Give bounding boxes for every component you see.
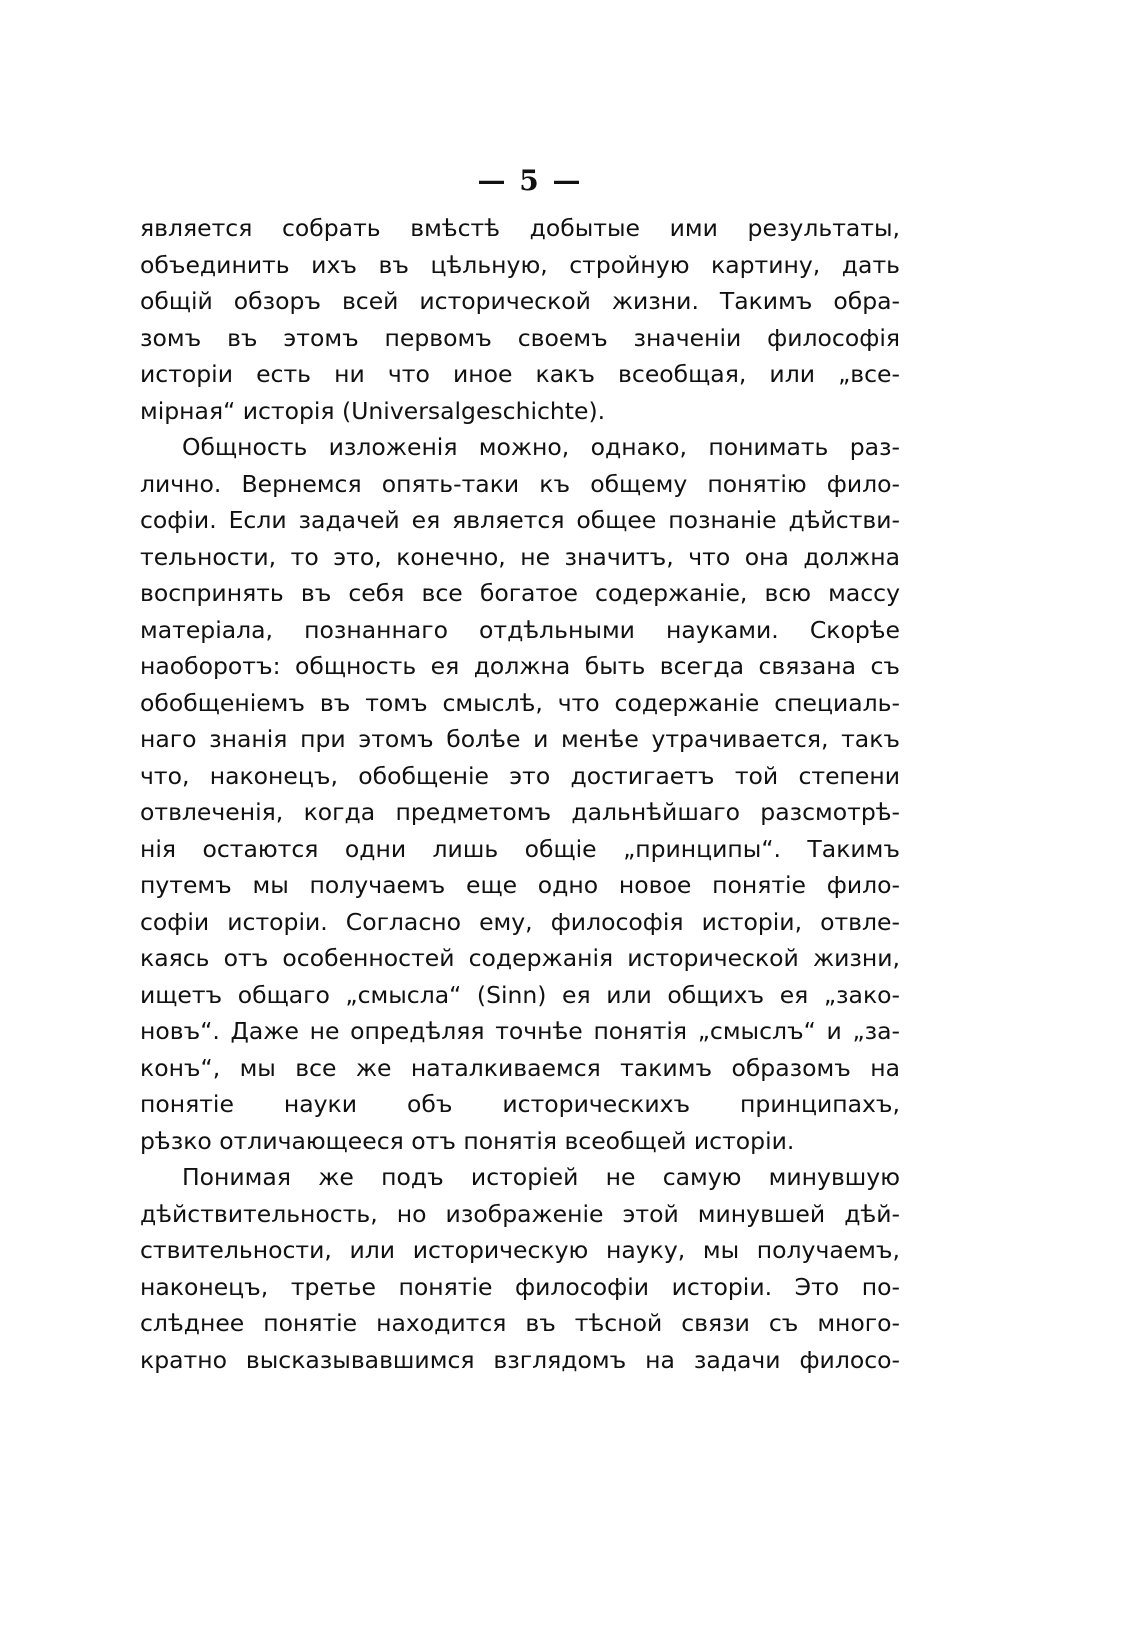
text-line: воспринять въ себя все богатое содержаніе, всю массу [140, 579, 900, 607]
text-line: лично. Вернемся опять-таки къ общему понятію фило- [140, 469, 900, 498]
text-line: нія остаются одни лишь общіе „принципы“. Такимъ [140, 834, 900, 863]
text-line: софіи исторіи. Согласно ему, философія исторіи, отвле- [140, 907, 900, 936]
text-line: тельности, то это, конечно, не значитъ, что она должна [140, 542, 900, 571]
text-line: слѣднее понятіе находится въ тѣсной связи съ много- [140, 1309, 900, 1337]
text-line: софіи. Если задачей ея является общее познаніе дѣйстви- [140, 506, 900, 534]
text-line: наго знанія при этомъ болѣе и менѣе утрачивается, такъ [140, 725, 900, 753]
text-line: зомъ въ этомъ первомъ своемъ значеніи философія [140, 323, 900, 352]
text-line: общій обзоръ всей исторической жизни. Такимъ обра- [140, 287, 900, 315]
text-line: объединить ихъ въ цѣльную, стройную картину, дать [140, 250, 900, 279]
text-line: является собрать вмѣстѣ добытые ими результаты, [140, 214, 900, 242]
text-line: наконецъ, третье понятіе философіи исторіи. Это по- [140, 1272, 900, 1301]
text-line: конъ“, мы все же наталкиваемся такимъ образомъ на [140, 1053, 900, 1082]
paragraph-start-line: Понимая же подъ исторіей не самую минувшую [182, 1163, 900, 1191]
text-line: новъ“. Даже не опредѣляя точнѣе понятія „смыслъ“ и „за- [140, 1017, 900, 1045]
page-number: — 5 — [477, 164, 583, 197]
text-line: кратно высказывавшимся взглядомъ на задачи филосо- [140, 1345, 900, 1374]
text-line: дѣйствительность, но изображеніе этой минувшей дѣй- [140, 1199, 900, 1228]
text-body [140, 210, 900, 1378]
text-line: исторіи есть ни что иное какъ всеобщая, или „все- [140, 360, 900, 388]
text-line: понятіе науки объ историческихъ принципахъ, [140, 1090, 900, 1118]
paragraph-start-line: Общность изложенія можно, однако, понимать раз- [182, 433, 900, 461]
text-line: матеріала, познаннаго отдѣльными науками. Скорѣе [140, 615, 900, 644]
text-line: каясь отъ особенностей содержанія исторической жизни, [140, 944, 900, 972]
text-line: ищетъ общаго „смысла“ (Sinn) ея или общихъ ея „зако- [140, 980, 900, 1009]
text-line: обобщеніемъ въ томъ смыслѣ, что содержаніе специаль- [140, 688, 900, 717]
text-line: что, наконецъ, обобщеніе это достигаетъ той степени [140, 761, 900, 790]
text-line: мірная“ исторія (Universalgeschichte). [140, 396, 606, 425]
text-line: отвлеченія, когда предметомъ дальнѣйшаго разсмотрѣ- [140, 798, 900, 826]
text-line: ствительности, или историческую науку, мы получаемъ, [140, 1236, 900, 1264]
text-line: рѣзко отличающееся отъ понятія всеобщей исторіи. [140, 1126, 795, 1155]
text-line: путемъ мы получаемъ еще одно новое понятіе фило- [140, 871, 900, 899]
text-line: наоборотъ: общность ея должна быть всегда связана съ [140, 652, 900, 680]
